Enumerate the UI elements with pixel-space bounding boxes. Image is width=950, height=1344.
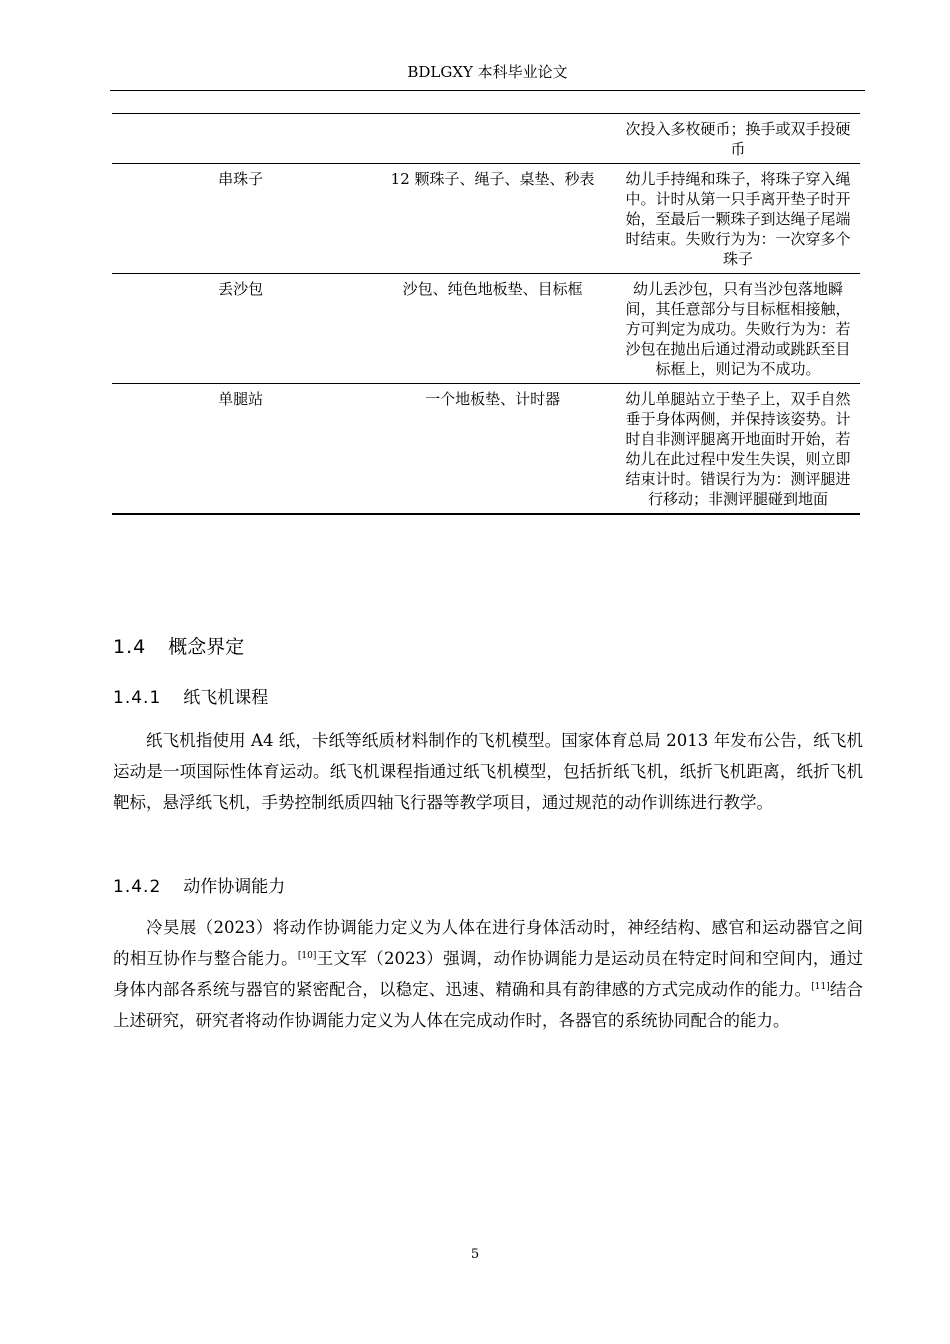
header-rule [110, 90, 865, 91]
section-title: 概念界定 [168, 636, 245, 658]
table-row [112, 384, 860, 515]
table-cell-rule: 幼儿手持绳和珠子，将珠子穿入绳中。计时从第一只手离开垫子时开始，至最后一颗珠子到达绳子尾端时结束。失败行为为：一次穿多个珠子 [625, 170, 851, 268]
subsection-title: 纸飞机课程 [183, 688, 269, 708]
table-row [112, 274, 860, 384]
subsection-heading [113, 875, 285, 899]
table-cell-item: 串珠子 [218, 170, 264, 188]
table-cell-rule: 幼儿单腿站立于垫子上，双手自然垂于身体两侧，并保持该姿势。计时自非测评腿离开地面时开始，若幼儿在此过程中发生失误，则立即结束计时。错误行为为：测评腿进行移动；非测评腿碰到地面 [625, 390, 851, 508]
page-header: BDLGXY 本科毕业论文 [407, 63, 568, 81]
paragraph: 纸飞机指使用 A4 纸，卡纸等纸质材料制作的飞机模型。国家体育总局 2013 年发布公告，纸飞机运动是一项国际性体育运动。纸飞机课程指通过纸飞机模型，包括折纸飞机，纸折飞机距离，纸折飞机靶标，悬浮纸飞机，手势控制纸质四轴飞行器等教学项目，通过规范的动作训练进行教学。 [113, 731, 863, 812]
table-cell-item [112, 114, 369, 164]
section-heading [113, 634, 244, 660]
table-cell-rule: 幼儿丢沙包，只有当沙包落地瞬间，其任意部分与目标框相接触，方可判定为成功。失败行为为：若沙包在抛出后通过滑动或跳跃至目标框上，则记为不成功。 [625, 280, 851, 378]
table-cell-item: 丢沙包 [218, 280, 264, 298]
subsection-number: 1.4.2 [113, 877, 162, 897]
table-cell-rule: 次投入多枚硬币；换手或双手投硬币 [625, 120, 851, 158]
table-cell-materials [369, 114, 616, 164]
subsection-heading [113, 686, 268, 710]
table-cell-materials: 沙包、纯色地板垫、目标框 [402, 280, 583, 298]
citation-ref: [11] [811, 982, 830, 992]
table-cell-item: 单腿站 [218, 390, 264, 408]
paragraph-text: 王文军（2023）强调，动作协调能力是运动员在特定时间和空间内，通过身体内部各系统与器官的紧密配合，以稳定、迅速、精确和具有韵律感的方式完成动作的能力。 [113, 949, 864, 999]
subsection-number: 1.4.1 [113, 688, 162, 708]
citation-ref: [10] [297, 951, 317, 961]
page-number: 5 [470, 1247, 480, 1262]
paragraph-text: 冷昊展（2023）将动作协调能力定义为人体在进行身体活动时，神经结构、感官和运动器官之间的相互协作与整合能力。 [113, 918, 863, 968]
paragraph-text: 结合上述研究，研究者将动作协调能力定义为人体在完成动作时，各器官的系统协同配合的能力。 [113, 980, 864, 1030]
test-items-table [112, 113, 860, 515]
table-row [112, 164, 860, 274]
table-row [112, 114, 860, 164]
paragraph [113, 912, 863, 1036]
section-number: 1.4 [113, 636, 147, 658]
table-cell-materials: 一个地板垫、计时器 [425, 390, 561, 408]
table-cell-materials: 12 颗珠子、绳子、桌垫、秒表 [390, 170, 595, 188]
subsection-title: 动作协调能力 [183, 877, 286, 897]
